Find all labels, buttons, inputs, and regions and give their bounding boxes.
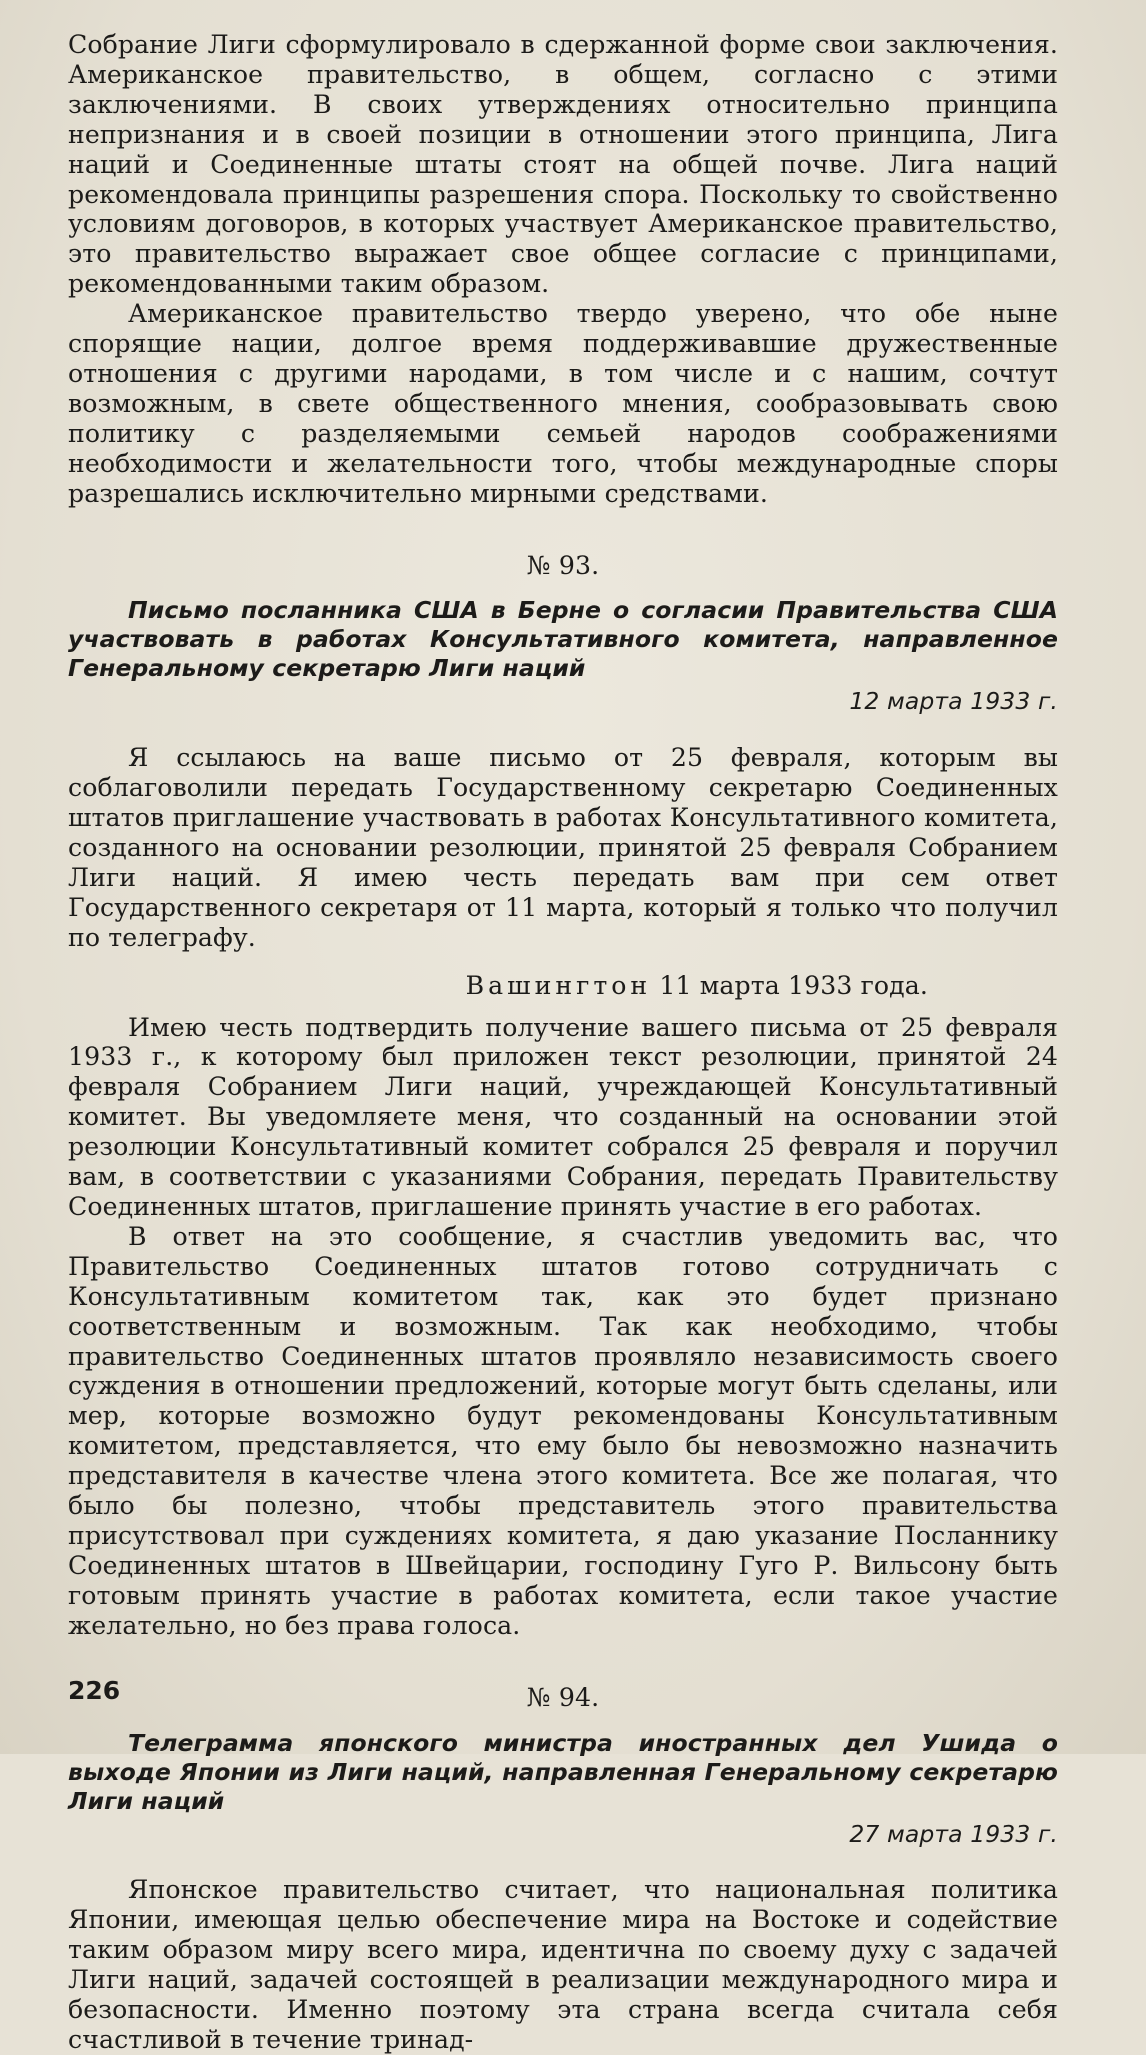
- document-number-93: № 93.: [526, 550, 600, 580]
- place-date-line: [68, 971, 1058, 1001]
- place-name: Вашингтон: [465, 970, 652, 1000]
- document-title-93: Письмо посланника США в Берне о согласии Правительства США участвовать в работах Консультативного комитета, направленное Генеральному секретарю Лиги наций: [68, 596, 1058, 683]
- intro-paragraph-1: Собрание Лиги сформулировало в сдержанной форме свои заключения. Американское правительство, в общем, согласно с этими заключениями. В своих утверждениях относительно принципа непризнания и в своей позиции в отношении этого принципа, Лига наций и Соединенные штаты стоят на общей почве. Лига наций рекомендовала принципы разрешения спора. Поскольку то свойственно условиям договоров, в которых участвует Американское правительство, это правительство выражает свое общее согласие с принципами, рекомендованными таким образом.: [68, 30, 1058, 299]
- page-number: 226: [68, 1676, 121, 1705]
- text-column: [68, 30, 1058, 2055]
- doc93-paragraph-1: Я ссылаюсь на ваше письмо от 25 февраля, которым вы соблаговолили передать Государственному секретарю Соединенных штатов приглашение участвовать в работах Консультативного комитета, созданного на основании резолюции, принятой 25 февраля Собранием Лиги наций. Я имею честь передать вам при сем ответ Государственного секретаря от 11 марта, который я только что получил по телеграфу.: [68, 743, 1058, 952]
- place-date: 11 марта 1933 года.: [659, 970, 928, 1000]
- intro-paragraph-2: Американское правительство твердо уверено, что обе ныне спорящие нации, долгое время поддерживавшие дружественные отношения с другими народами, в том числе и с нашим, сочтут возможным, в свете общественного мнения, сообразовывать свою политику с разделяемыми семьей народов соображениями необходимости и желательности того, чтобы международные споры разрешались исключительно мирными средствами.: [68, 299, 1058, 508]
- doc93-paragraph-3: В ответ на это сообщение, я счастлив уведомить вас, что Правительство Соединенных штатов готово сотрудничать с Консультативным комитетом так, как это будет признано соответственным и возможным. Так как необходимо, чтобы правительство Соединенных штатов проявляло независимость своего суждения в отношении предложений, которые могут быть сделаны, или мер, которые возможно будут рекомендованы Консультативным комитетом, представляется, что ему было бы невозможно назначить представителя в качестве члена этого комитета. Все же полагая, что было бы полезно, чтобы представитель этого правительства присутствовал при суждениях комитета, я даю указание Посланнику Соединенных штатов в Швейцарии, господину Гуго Р. Вильсону быть готовым принять участие в работах комитета, если такое участие желательно, но без права голоса.: [68, 1221, 1058, 1640]
- document-title-94: Телеграмма японского министра иностранных дел Ушида о выходе Японии из Лиги наций, направленная Генеральному секретарю Лиги наций: [68, 1728, 1058, 1815]
- document-number-94: № 94.: [526, 1682, 600, 1712]
- document-date-94: 27 марта 1933 г.: [849, 1819, 1058, 1848]
- doc93-paragraph-2: Имею честь подтвердить получение вашего письма от 25 февраля 1933 г., к которому был приложен текст резолюции, принятой 24 февраля Собранием Лиги наций, учреждающей Консультативный комитет. Вы уведомляете меня, что созданный на основании этой резолюции Консультативный комитет собрался 25 февраля и поручил вам, в соответствии с указаниями Собрания, передать Правительству Соединенных штатов, приглашение принять участие в его работах.: [68, 1012, 1058, 1221]
- doc94-paragraph-1: Японское правительство считает, что национальная политика Японии, имеющая целью обеспечение мира на Востоке и содействие таким образом миру всего мира, идентична по своему духу с задачей Лиги наций, задачей состоящей в реализации международного мира и безопасности. Именно поэтому эта страна всегда считала себя счастливой в течение тринад-: [68, 1875, 1058, 2054]
- document-date-93: 12 марта 1933 г.: [849, 687, 1058, 716]
